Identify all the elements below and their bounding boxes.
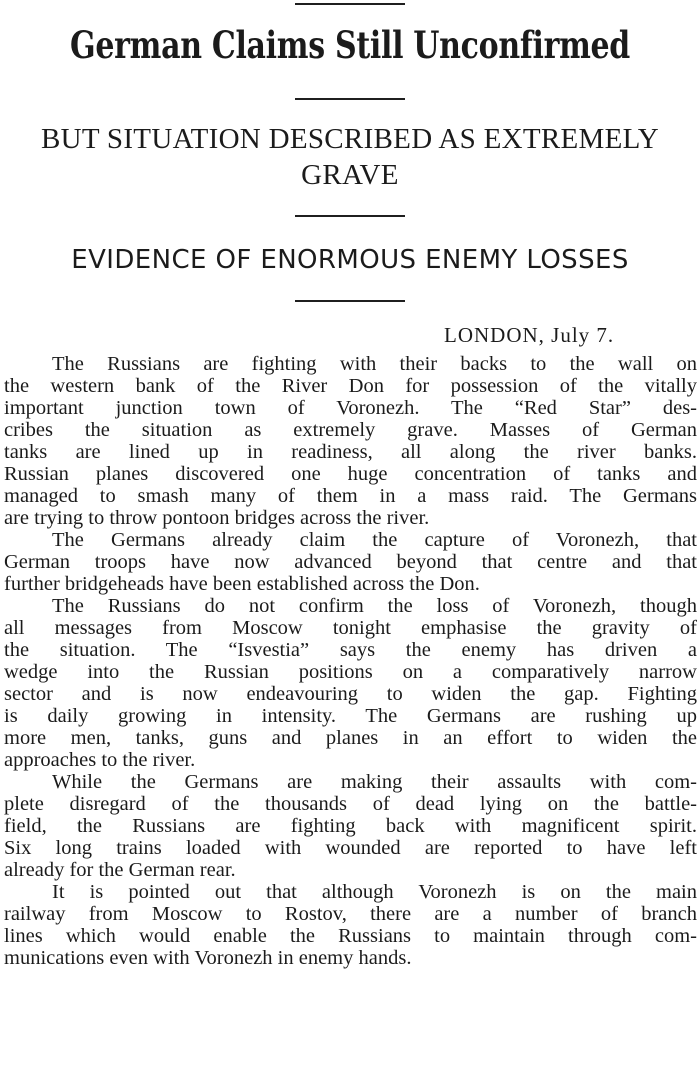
paragraph-line: managed to smash many of them in a mass raid. The Germans (4, 485, 697, 507)
subheadline-line-2: GRAVE (301, 159, 399, 191)
article-paragraph (4, 881, 697, 969)
paragraph-line: field, the Russians are fighting back with magnificent spirit. (4, 815, 697, 837)
article-paragraph (4, 771, 697, 881)
paragraph-line: are trying to throw pontoon bridges across the river. (4, 507, 430, 529)
article-paragraph (4, 529, 697, 595)
paragraph-line: The Germans already claim the capture of Voronezh, that (52, 529, 697, 551)
paragraph-line: munications even with Voronezh in enemy hands. (4, 947, 412, 969)
paragraph-line: railway from Moscow to Rostov, there are a number of branch (4, 903, 697, 925)
dateline: LONDON, July 7. (444, 323, 615, 347)
paragraph-line: is daily growing in intensity. The Germans are rushing up (4, 705, 697, 727)
article-paragraph (4, 353, 697, 529)
paragraph-line: the situation. The “Isvestia” says the enemy has driven a (4, 639, 697, 661)
paragraph-line: important junction town of Voronezh. The “Red Star” des- (4, 397, 697, 419)
paragraph-line: tanks are lined up in readiness, all along the river banks. (4, 441, 697, 463)
paragraph-line: Russian planes discovered one huge concentration of tanks and (4, 463, 697, 485)
article-body (4, 353, 697, 969)
paragraph-line: lines which would enable the Russians to maintain through com- (4, 925, 697, 947)
paragraph-line: approaches to the river. (4, 749, 196, 771)
paragraph-line: the western bank of the River Don for possession of the vitally (4, 375, 697, 397)
paragraph-line: wedge into the Russian positions on a comparatively narrow (4, 661, 697, 683)
headline-divider (295, 98, 405, 100)
paragraph-line: Six long trains loaded with wounded are reported to have left (4, 837, 697, 859)
paragraph-line: more men, tanks, guns and planes in an effort to widen the (4, 727, 697, 749)
paragraph-line: While the Germans are making their assaults with com- (52, 771, 697, 793)
subheadline-divider (295, 215, 405, 217)
paragraph-line: further bridgeheads have been established across the Don. (4, 573, 480, 595)
subheadline (0, 121, 700, 193)
paragraph-line: sector and is now endeavouring to widen the gap. Fighting (4, 683, 697, 705)
paragraph-line: already for the German rear. (4, 859, 236, 881)
paragraph-line: cribes the situation as extremely grave. Masses of German (4, 419, 697, 441)
paragraph-line: plete disregard of the thousands of dead lying on the battle- (4, 793, 697, 815)
deck-divider (295, 300, 405, 302)
paragraph-line: The Russians do not confirm the loss of Voronezh, though (52, 595, 697, 617)
paragraph-line: It is pointed out that although Voronezh is on the main (52, 881, 697, 903)
article-paragraph (4, 595, 697, 771)
headline: German Claims Still Unconfirmed (70, 24, 630, 68)
paragraph-line: The Russians are fighting with their backs to the wall on (52, 353, 697, 375)
paragraph-line: all messages from Moscow tonight emphasise the gravity of (4, 617, 697, 639)
subheadline-line-1: BUT SITUATION DESCRIBED AS EXTREMELY (41, 123, 659, 155)
deck-headline: EVIDENCE OF ENORMOUS ENEMY LOSSES (71, 245, 629, 275)
top-divider (295, 3, 405, 5)
paragraph-line: German troops have now advanced beyond that centre and that (4, 551, 697, 573)
